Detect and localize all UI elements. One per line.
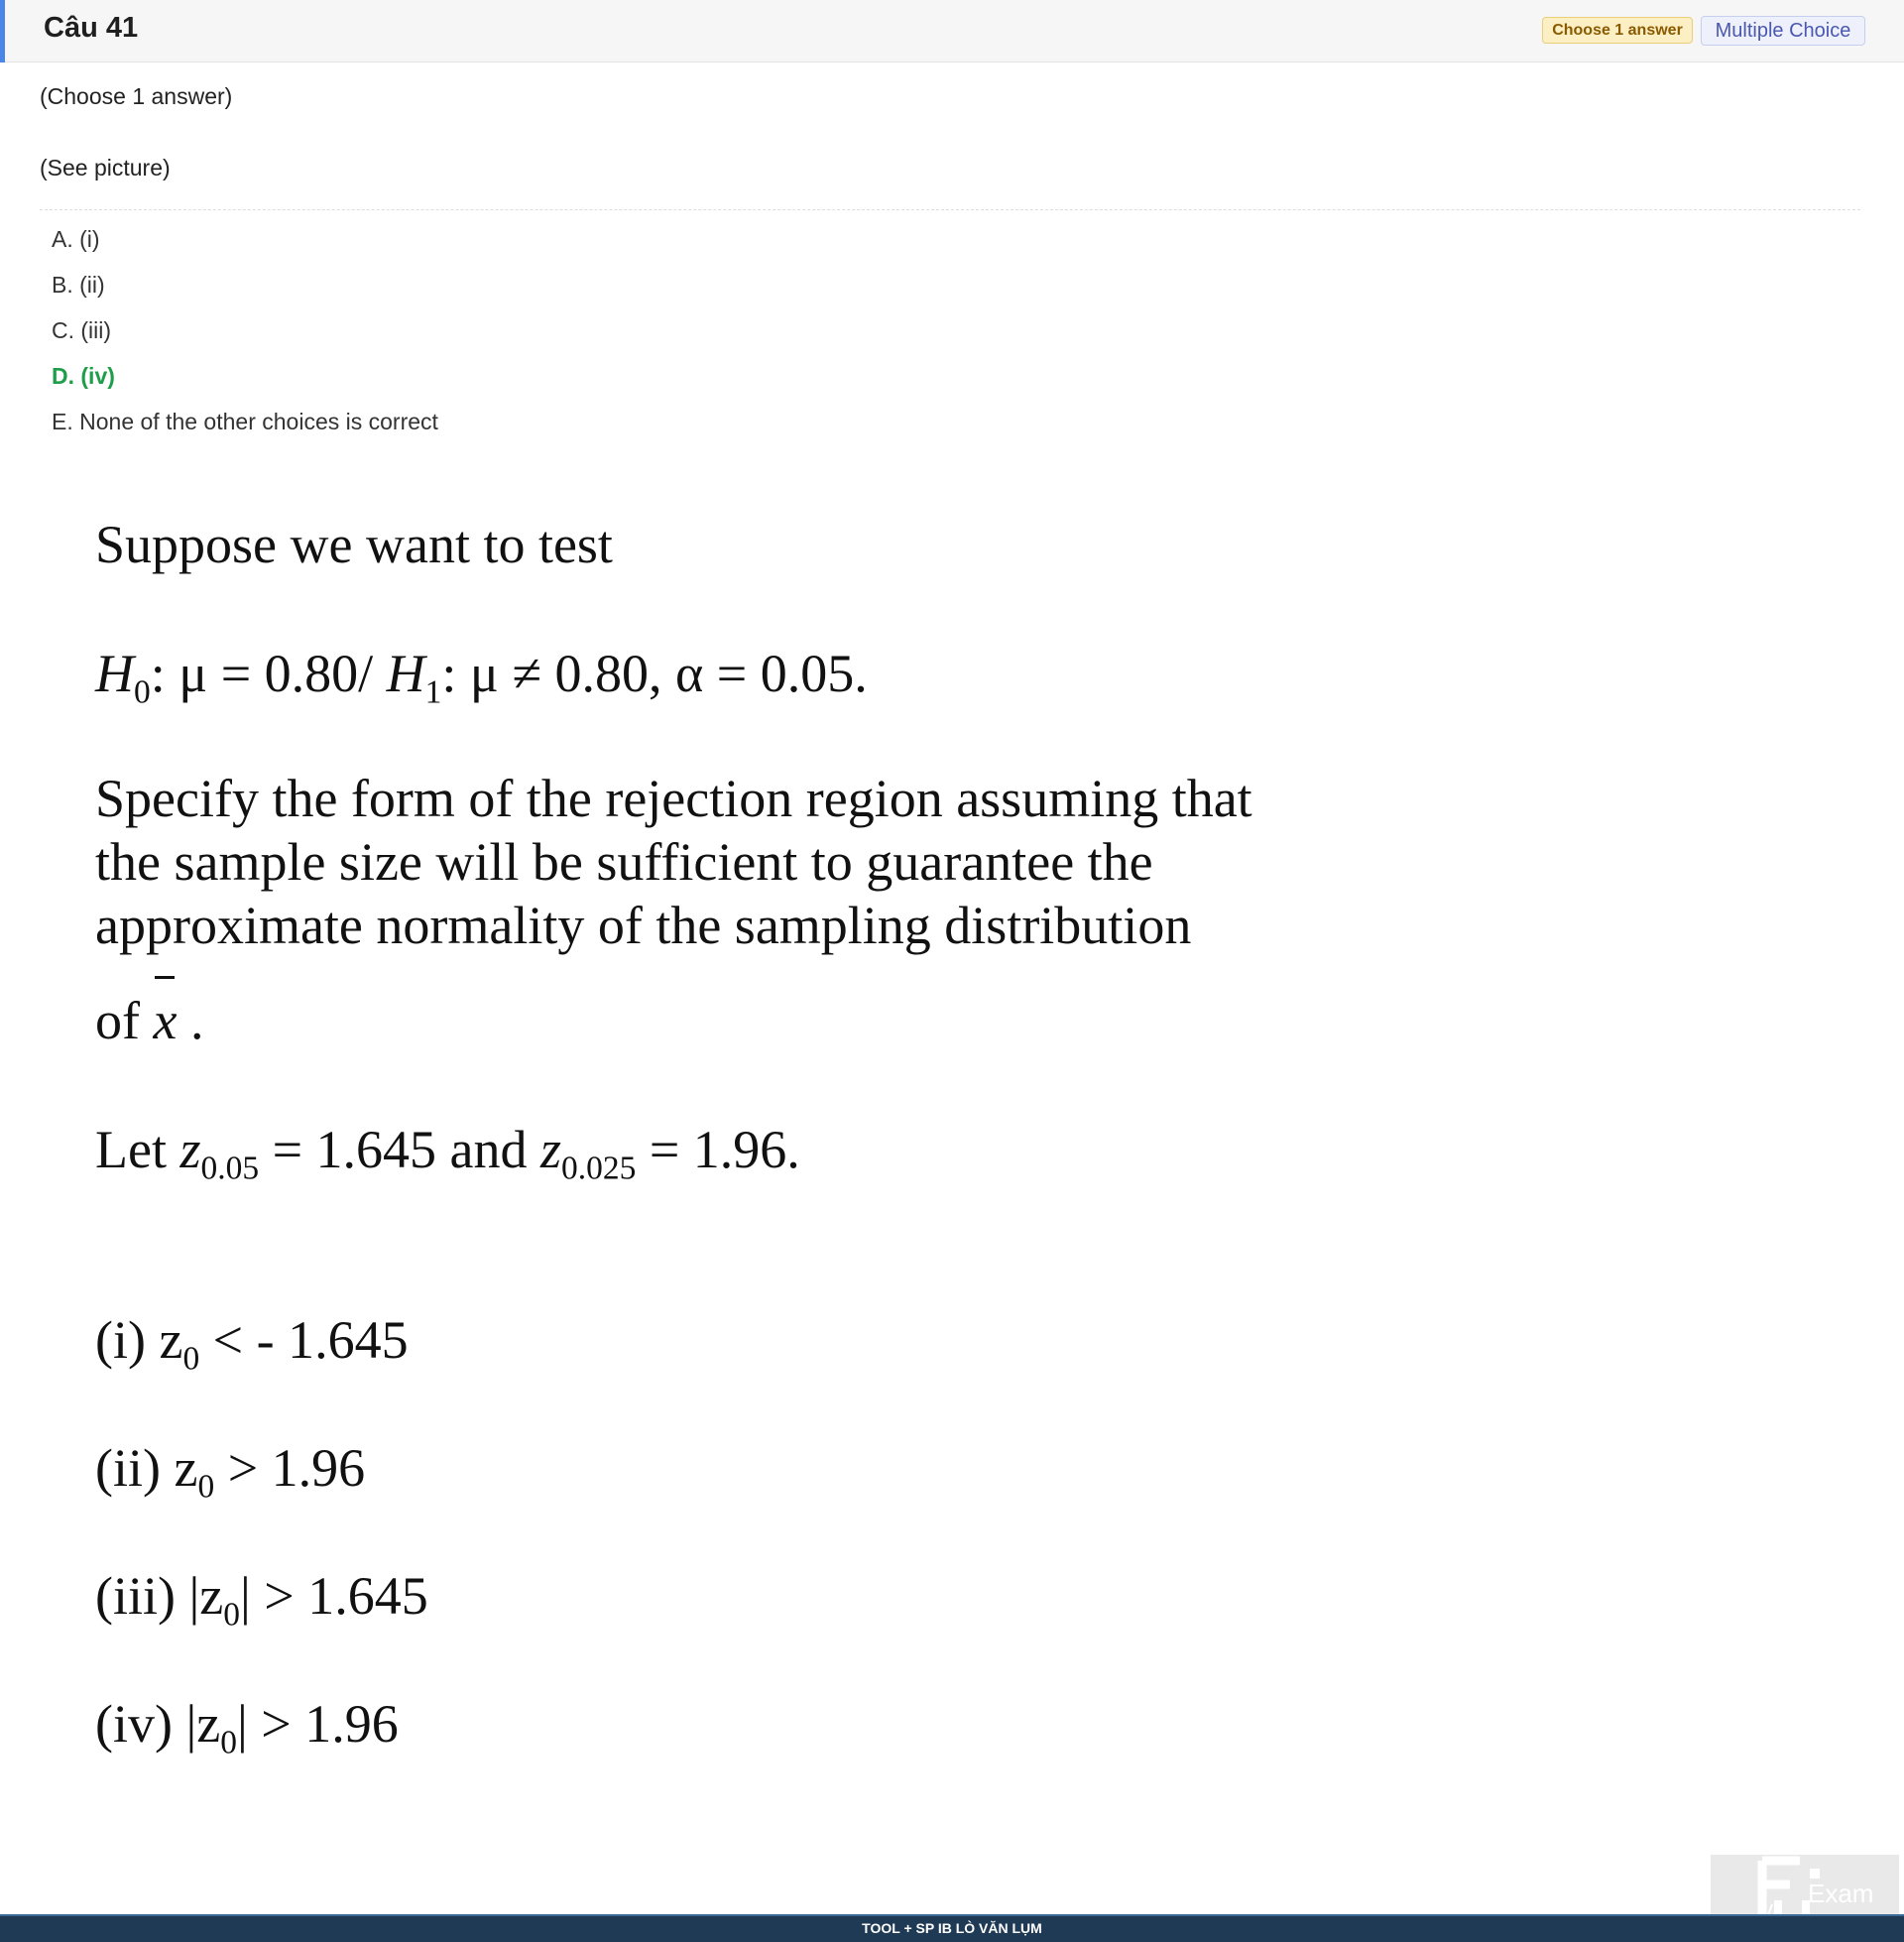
option-c[interactable]: C. (iii) — [52, 317, 112, 343]
item-i-subscript: 0 — [182, 1340, 200, 1378]
picture-of-xbar — [95, 990, 203, 1051]
picture-item-ii — [95, 1437, 365, 1507]
question-header — [0, 0, 1904, 62]
h1-subscript: 1 — [424, 673, 442, 711]
item-ii-prefix: (ii) z — [95, 1438, 198, 1498]
picture-specify-line-1: Specify the form of the rejection region assuming that — [95, 769, 1252, 828]
item-iv-subscript: 0 — [220, 1724, 237, 1761]
picture-specify-line-3: approximate normality of the sampling distribution — [95, 896, 1192, 955]
option-a[interactable]: A. (i) — [52, 226, 100, 252]
z-alpha-value: = 1.645 and — [259, 1120, 540, 1179]
z-half-alpha-value: = 1.96. — [636, 1120, 800, 1179]
picture-specify-line-2: the sample size will be sufficient to guarantee the — [95, 832, 1153, 892]
picture-item-iii — [95, 1565, 428, 1635]
option-b[interactable]: B. (ii) — [52, 272, 105, 298]
choose-count-badge: Choose 1 answer — [1542, 17, 1693, 44]
item-iv-prefix: (iv) |z — [95, 1694, 221, 1754]
z-half-alpha-symbol: z — [539, 1120, 561, 1179]
picture-z-values — [95, 1119, 800, 1188]
watermark-text: Exam — [1808, 1879, 1874, 1908]
picture-hypothesis — [95, 643, 868, 712]
z-half-alpha-subscript: 0.025 — [561, 1150, 637, 1187]
options-divider — [40, 209, 1860, 210]
item-i-prefix: (i) z — [95, 1310, 183, 1370]
footer-bar: TOOL + SP IB LÒ VĂN LỤM — [0, 1914, 1904, 1942]
h0-symbol: H — [95, 644, 134, 703]
of-end: . — [177, 991, 204, 1050]
item-iv-condition: | > 1.96 — [236, 1694, 399, 1754]
item-ii-condition: > 1.96 — [214, 1438, 366, 1498]
item-iii-subscript: 0 — [223, 1596, 240, 1634]
h0-subscript: 0 — [134, 673, 151, 711]
question-type-badge: Multiple Choice — [1701, 16, 1865, 46]
item-ii-subscript: 0 — [197, 1468, 215, 1506]
z-alpha-subscript: 0.05 — [200, 1150, 260, 1187]
h1-symbol: H — [386, 644, 425, 703]
picture-item-iv — [95, 1693, 399, 1762]
h0-statement: : μ = 0.80/ — [150, 644, 387, 703]
of-text: of — [95, 991, 154, 1050]
let-prefix: Let — [95, 1120, 180, 1179]
question-prompt: (See picture) — [40, 155, 171, 181]
item-i-condition: < - 1.645 — [199, 1310, 409, 1370]
item-iii-condition: | > 1.645 — [240, 1566, 428, 1626]
header-accent-bar — [0, 0, 5, 62]
picture-intro: Suppose we want to test — [95, 515, 613, 574]
picture-item-i — [95, 1309, 409, 1379]
question-instruction: (Choose 1 answer) — [40, 83, 233, 109]
h1-statement: : μ ≠ 0.80, α = 0.05. — [441, 644, 868, 703]
option-d-correct[interactable]: D. (iv) — [52, 363, 115, 389]
xbar-symbol: x — [153, 991, 178, 1050]
item-iii-prefix: (iii) |z — [95, 1566, 224, 1626]
z-alpha-symbol: z — [179, 1120, 201, 1179]
option-e[interactable]: E. None of the other choices is correct — [52, 409, 438, 434]
question-title: Câu 41 — [44, 12, 139, 44]
